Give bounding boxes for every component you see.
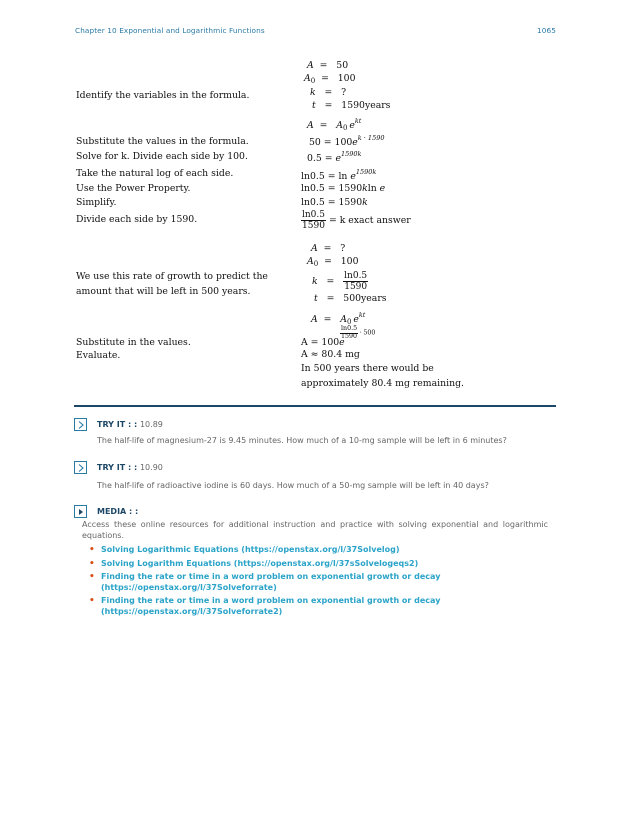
var-k-row: k = ? [310, 87, 347, 98]
eq-divide: $\frac{\ln 0.5}{1590}$ = k exact answer [302, 210, 411, 231]
try-it-1-text: The half-life of magnesium-27 is 9.45 minutes. How much of a 10-mg sample will be left in 6 minutes? [97, 436, 507, 445]
step-evaluate: Evaluate. [76, 350, 121, 361]
eq-substitute: $50 = 100e^{k \cdot 1590}$ [309, 134, 385, 148]
try-it-1-title: TRY IT : : 10.89 [97, 420, 163, 429]
step-power: Use the Power Property. [76, 183, 191, 194]
eq-simplify: ln0.5 = 1590k [301, 197, 368, 208]
media-title: MEDIA : : [97, 507, 139, 516]
try-it-2-title: TRY IT : : 10.90 [97, 463, 163, 472]
var2-t-row: t = 500years [314, 293, 387, 304]
step-substitute2: Substitute in the values. [76, 337, 191, 348]
step-identify: Identify the variables in the formula. [76, 90, 250, 101]
try-it-1-icon [74, 418, 87, 431]
step-simplify: Simplify. [76, 197, 117, 208]
eq-evaluate-2: A ≈ 80.4 mg [301, 349, 360, 360]
var-t-row: t = 1590years [312, 100, 391, 111]
var2-A-row: A = ? [311, 243, 346, 254]
media-text: Access these online resources for additional instruction and practice with solving exponential and logarithmic equations. [82, 520, 548, 540]
step-predict: We use this rate of growth to predict the amount that will be left in 500 years. [76, 271, 268, 297]
step-solve-k: Solve for k. Divide each side by 100. [76, 151, 248, 162]
media-icon [74, 505, 87, 518]
eq-solve-k: $0.5 = e^{1590k}$ [307, 150, 362, 164]
try-it-2-icon [74, 461, 87, 474]
try-it-2-text: The half-life of radioactive iodine is 60 days. How much of a 50-mg sample will be left in 40 days? [97, 481, 489, 490]
var-A-row: A = 50 [307, 60, 349, 71]
step-divide: Divide each side by 1590. [76, 214, 198, 225]
chapter-header: Chapter 10 Exponential and Logarithmic Functions [75, 26, 265, 35]
eq-evaluate-1: A = 100e [301, 337, 345, 348]
step-natural-log: Take the natural log of each side. [76, 168, 234, 179]
media-link-4[interactable]: • Finding the rate or time in a word problem on exponential growth or decay (https://openstax.org/l/37Solveforrate2) [101, 596, 541, 617]
eq-power: ln0.5 = 1590kln e [301, 183, 386, 194]
eq-natural-log: $\ln 0.5 = \ln e^{1590k}$ [301, 168, 377, 182]
media-links [101, 545, 541, 620]
step-substitute: Substitute the values in the formula. [76, 136, 249, 147]
media-link-2[interactable]: • Solving Logarithm Equations (https://openstax.org/l/37sSolvelogeqs2) [101, 559, 541, 570]
media-link-3[interactable]: • Finding the rate or time in a word problem on exponential growth or decay (https://openstax.org/l/37Solveforrate) [101, 572, 541, 593]
var-A0-row: $A_0 = 100$ [304, 73, 356, 85]
exponent-fraction: $\frac{\ln 0.5}{1590}$ · 500 [341, 325, 376, 340]
formula2-row: $A = A_0$ $e^{kt}$ [311, 311, 366, 326]
section-divider [74, 405, 556, 407]
var2-A0-row: $A_0 = 100$ [307, 256, 359, 268]
conclusion-line-2: approximately 80.4 mg remaining. [301, 378, 464, 389]
var2-k-row: k = $\frac{\ln 0.5}{1590}$ [312, 271, 368, 292]
formula-row: $A = A_0$ $e^{kt}$ [307, 117, 362, 132]
conclusion-line-1: In 500 years there would be [301, 363, 434, 374]
media-link-1[interactable]: • Solving Logarithmic Equations (https://openstax.org/l/37Solvelog) [101, 545, 541, 556]
page-number: 1065 [537, 26, 556, 35]
